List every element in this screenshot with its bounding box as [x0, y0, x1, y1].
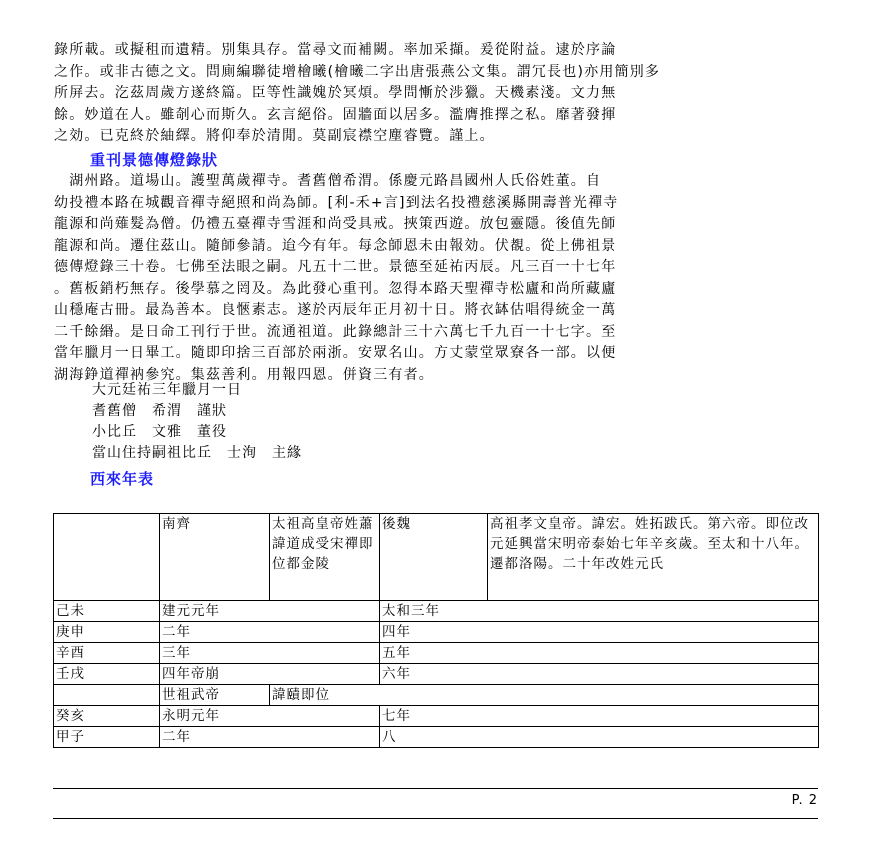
text-line: 餘。妙道在人。雖剞心而斯久。玄言絕俗。固牆面以居多。濫膺推擇之私。靡著發揮: [54, 106, 617, 123]
table-cell: [54, 685, 160, 706]
signature-line: 耆舊僧 希渭 謹狀: [92, 403, 227, 419]
footer-rule-bottom: [53, 818, 818, 819]
year-cell: 庚申: [54, 622, 160, 643]
north-reign-cell: 八: [380, 727, 819, 748]
text-line: 湖州路。道場山。護聖萬歲禪寺。耆舊僧希渭。係慶元路昌國州人氏俗姓董。自: [54, 173, 602, 189]
table-row: [54, 643, 819, 664]
section-heading-chronology: 西來年表: [90, 470, 155, 488]
text-line: 龍源和尚。遷住茲山。隨師參請。迨今有年。每念師恩未由報効。伏覩。從上佛祖景: [54, 237, 617, 254]
succession-row: [54, 685, 819, 706]
succession-note: 諱賾即位: [270, 685, 819, 706]
page-number: P. 2: [791, 793, 818, 808]
signature-date: 大元廷祐三年臘月一日: [92, 382, 242, 398]
text-line: 山穩庵古冊。最為善本。良愜素志。遂於丙辰年正月初十日。將衣缽估唱得統金一萬: [54, 302, 617, 318]
text-line: 之効。已克終於紬繹。將仰奉於清閒。莫副宸襟空塵睿覽。謹上。: [54, 128, 495, 144]
north-reign-cell: 五年: [380, 643, 819, 664]
succession-emperor: 世祖武帝: [160, 685, 270, 706]
text-line: 德傳燈錄三十卷。七佛至法眼之嗣。凡五十二世。景德至延祐丙辰。凡三百一十七年: [54, 259, 617, 275]
year-cell: 癸亥: [54, 706, 160, 727]
north-reign-cell: 太和三年: [380, 601, 819, 622]
table-row: [54, 664, 819, 685]
signature-block: [92, 380, 302, 464]
text-line: 之作。或非古德之文。問廁編聯徒增檜曦(檜曦二字出唐張燕公文集。謂冗長也)亦用簡別多: [54, 63, 661, 80]
table-row: [54, 727, 819, 748]
table-header-row: [54, 514, 819, 601]
emperor-north-note: 高祖孝文皇帝。諱宏。姓拓跋氏。第六帝。即位改元延興當宋明帝泰始七年辛亥歲。至太和十八年。遷都洛陽。二十年改姓元氏: [488, 514, 819, 601]
year-cell: 甲子: [54, 727, 160, 748]
table-row: [54, 622, 819, 643]
south-reign-cell: 四年帝崩: [160, 664, 380, 685]
dynasty-south: 南齊: [160, 514, 270, 601]
text-line: 當年臘月一日畢工。隨即印捨三百部於兩浙。安眾名山。方丈蒙堂眾寮各一部。以便: [54, 345, 617, 361]
section-heading-reprint-petition: 重刊景德傳燈錄狀: [90, 151, 219, 169]
chronology-table: [53, 513, 819, 748]
south-reign-cell: 二年: [160, 727, 380, 748]
year-cell: 己未: [54, 601, 160, 622]
text-line: 。舊板銷朽無存。後學慕之罔及。為此發心重刊。忽得本路天聖禪寺松廬和尚所藏廬: [54, 280, 617, 297]
table-row: [54, 601, 819, 622]
south-reign-cell: 建元元年: [160, 601, 380, 622]
table-cell: [54, 514, 160, 601]
paragraph-reprint-petition: [54, 171, 816, 386]
text-line: 龍源和尚薙髮為僧。仍禮五臺禪寺雪涯和尚受具戒。挾策西遊。放包靈隱。後值先師: [54, 216, 617, 232]
signature-line: 小比丘 文雅 董役: [92, 424, 227, 440]
year-cell: 辛酉: [54, 643, 160, 664]
table-row: [54, 706, 819, 727]
north-reign-cell: 七年: [380, 706, 819, 727]
text-line: 所屏去。汔茲周歲方遂終篇。臣等性識媿於冥煩。學問慚於涉獵。天機素淺。文力無: [54, 85, 617, 101]
north-reign-cell: 四年: [380, 622, 819, 643]
text-line: 幼投禮本路在城觀音禪寺絕照和尚為師。[利-禾+言]到法名投禮慈溪縣開壽普光禪寺: [54, 194, 619, 211]
south-reign-cell: 三年: [160, 643, 380, 664]
emperor-south-note: 太祖高皇帝姓蕭諱道成受宋禪即位都金陵: [270, 514, 380, 601]
paragraph-preface-end: [54, 40, 816, 148]
signature-line: 當山住持嗣祖比丘 士洵 主緣: [92, 445, 302, 461]
dynasty-north: 後魏: [380, 514, 488, 601]
year-cell: 壬戌: [54, 664, 160, 685]
south-reign-cell: 永明元年: [160, 706, 380, 727]
text-line: 湖海錚道禪衲參究。集茲善利。用報四恩。併資三有者。: [54, 366, 434, 383]
north-reign-cell: 六年: [380, 664, 819, 685]
text-line: 錄所載。或擬租而遺精。別集具存。當尋文而補闕。率加采擷。爰從附益。逮於序論: [54, 42, 617, 58]
text-line: 二千餘緡。是日命工刊行于世。流通祖道。此錄總計三十六萬七千九百一十七字。至: [54, 323, 617, 340]
south-reign-cell: 二年: [160, 622, 380, 643]
footer-rule-top: [53, 788, 818, 789]
